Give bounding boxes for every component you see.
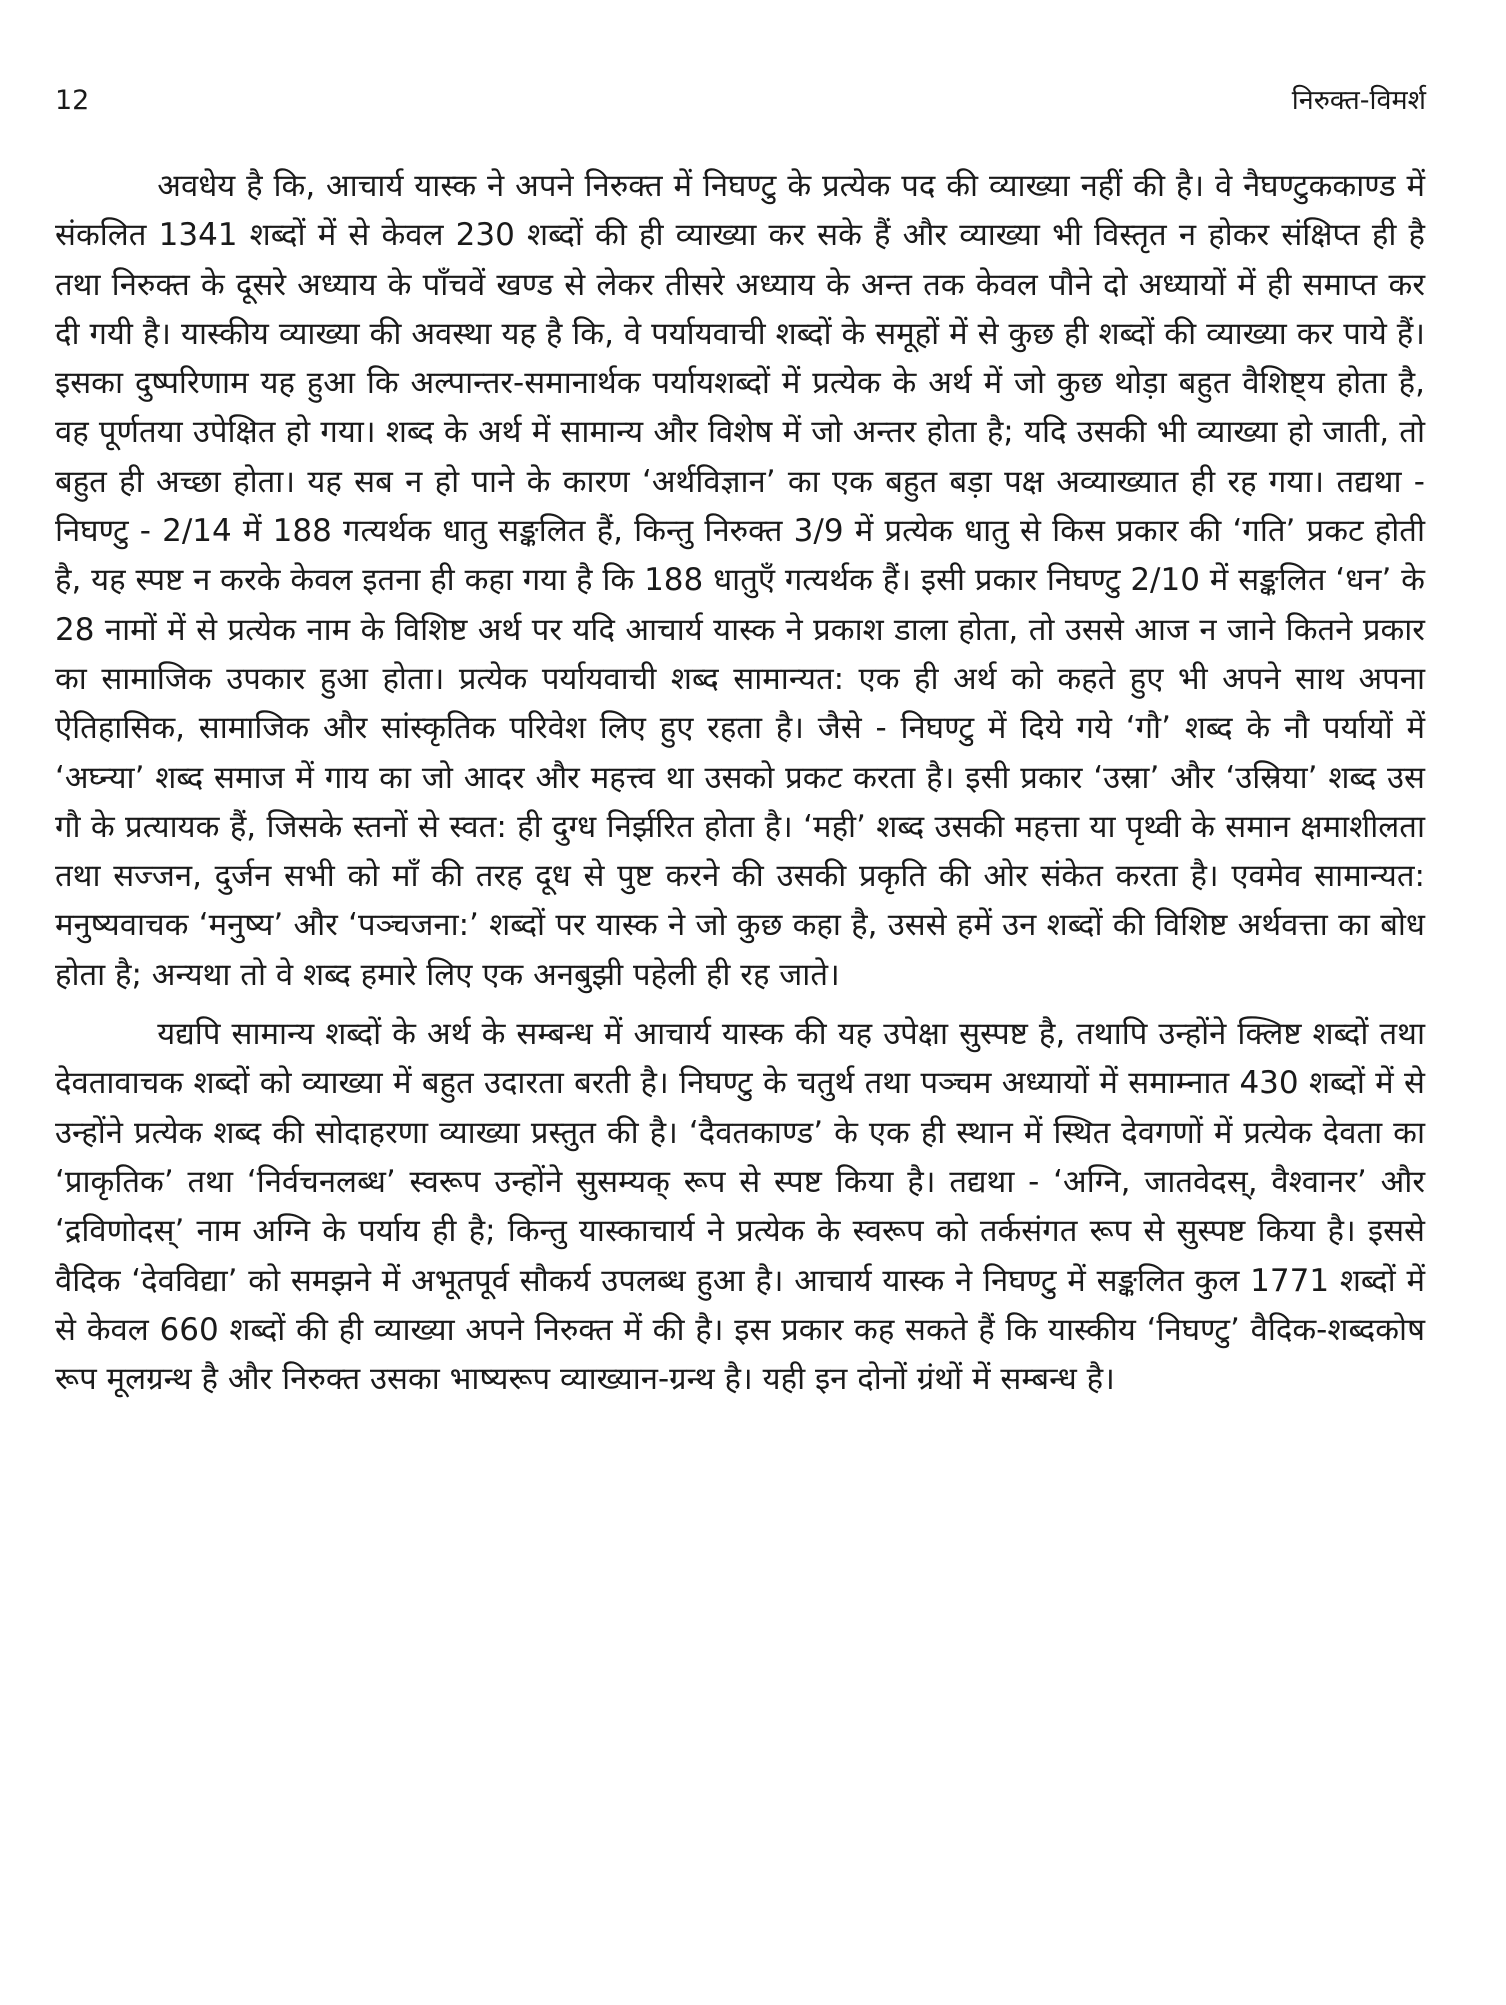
- paragraph-1: अवधेय है कि, आचार्य यास्क ने अपने निरुक्त में निघण्टु के प्रत्येक पद की व्याख्या नहीं की है। वे नैघण्टुककाण्ड में संकलित 1341 शब्दों में से केवल 230 शब्दों की ही व्याख्या कर सके हैं और व्याख्या भी विस्तृत न होकर संक्षिप्त ही है तथा निरुक्त के दूसरे अध्याय के पाँचवें खण्ड से लेकर तीसरे अध्याय के अन्त तक केवल पौने दो अध्यायों में ही समाप्त कर दी गयी है। यास्कीय व्याख्या की अवस्था यह है कि, वे पर्यायवाची शब्दों के समूहों में से कुछ ही शब्दों की व्याख्या कर पाये हैं। इसका दुष्परिणाम यह हुआ कि अल्पान्तर-समानार्थक पर्यायशब्दों में प्रत्येक के अर्थ में जो कुछ थोड़ा बहुत वैशिष्ट्य होता है, वह पूर्णतया उपेक्षित हो गया। शब्द के अर्थ में सामान्य और विशेष में जो अन्तर होता है; यदि उसकी भी व्याख्या हो जाती, तो बहुत ही अच्छा होता। यह सब न हो पाने के कारण ‘अर्थविज्ञान’ का एक बहुत बड़ा पक्ष अव्याख्यात ही रह गया। तद्यथा - निघण्टु - 2/14 में 188 गत्यर्थक धातु सङ्कलित हैं, किन्तु निरुक्त 3/9 में प्रत्येक धातु से किस प्रकार की ‘गति’ प्रकट होती है, यह स्पष्ट न करके केवल इतना ही कहा गया है कि 188 धातुएँ गत्यर्थक हैं। इसी प्रकार निघण्टु 2/10 में सङ्कलित ‘धन’ के 28 नामों में से प्रत्येक नाम के विशिष्ट अर्थ पर यदि आचार्य यास्क ने प्रकाश डाला होता, तो उससे आज न जाने कितने प्रकार का सामाजिक उपकार हुआ होता। प्रत्येक पर्यायवाची शब्द सामान्यत: एक ही अर्थ को कहते हुए भी अपने साथ अपना ऐतिहासिक, सामाजिक और सांस्कृतिक परिवेश लिए हुए रहता है। जैसे - निघण्टु में दिये गये ‘गौ’ शब्द के नौ पर्यायों में ‘अघ्न्या’ शब्द समाज में गाय का जो आदर और महत्त्व था उसको प्रकट करता है। इसी प्रकार ‘उस्रा’ और ‘उस्रिया’ शब्द उस गौ के प्रत्यायक हैं, जिसके स्तनों से स्वत: ही दुग्ध निर्झरित होता है। ‘मही’ शब्द उसकी महत्ता या पृथ्वी के समान क्षमाशीलता तथा सज्जन, दुर्जन सभी को माँ की तरह दूध से पुष्ट करने की उसकी प्रकृति की ओर संकेत करता है। एवमेव सामान्यत: मनुष्यवाचक ‘मनुष्य’ और ‘पञ्चजना:’ शब्दों पर यास्क ने जो कुछ कहा है, उससे हमें उन शब्दों की विशिष्ट अर्थवत्ता का बोध होता है; अन्यथा तो वे शब्द हमारे लिए एक अनबुझी पहेली ही रह जाते।: [55, 168, 1426, 993]
- paragraph-2: यद्यपि सामान्य शब्दों के अर्थ के सम्बन्ध में आचार्य यास्क की यह उपेक्षा सुस्पष्ट है, तथापि उन्होंने क्लिष्ट शब्दों तथा देवतावाचक शब्दों को व्याख्या में बहुत उदारता बरती है। निघण्टु के चतुर्थ तथा पञ्चम अध्यायों में समाम्नात 430 शब्दों में से उन्होंने प्रत्येक शब्द की सोदाहरणा व्याख्या प्रस्तुत की है। ‘दैवतकाण्ड’ के एक ही स्थान में स्थित देवगणों में प्रत्येक देवता का ‘प्राकृतिक’ तथा ‘निर्वचनलब्ध’ स्वरूप उन्होंने सुसम्यक् रूप से स्पष्ट किया है। तद्यथा - ‘अग्नि, जातवेदस्, वैश्वानर’ और ‘द्रविणोदस्’ नाम अग्नि के पर्याय ही है; किन्तु यास्काचार्य ने प्रत्येक के स्वरूप को तर्कसंगत रूप से सुस्पष्ट किया है। इससे वैदिक ‘देवविद्या’ को समझने में अभूतपूर्व सौकर्य उपलब्ध हुआ है। आचार्य यास्क ने निघण्टु में सङ्कलित कुल 1771 शब्दों में से केवल 660 शब्दों की ही व्याख्या अपने निरुक्त में की है। इस प्रकार कह सकते हैं कि यास्कीय ‘निघण्टु’ वैदिक-शब्दकोष रूप मूलग्रन्थ है और निरुक्त उसका भाष्यरूप व्याख्यान-ग्रन्थ है। यही इन दोनों ग्रंथों में सम्बन्ध है।: [55, 1016, 1425, 1398]
- page-header: [55, 80, 1426, 120]
- body-text: [55, 162, 1425, 1404]
- running-title: निरुक्त-विमर्श: [1291, 85, 1426, 116]
- page-number: 12: [55, 85, 90, 116]
